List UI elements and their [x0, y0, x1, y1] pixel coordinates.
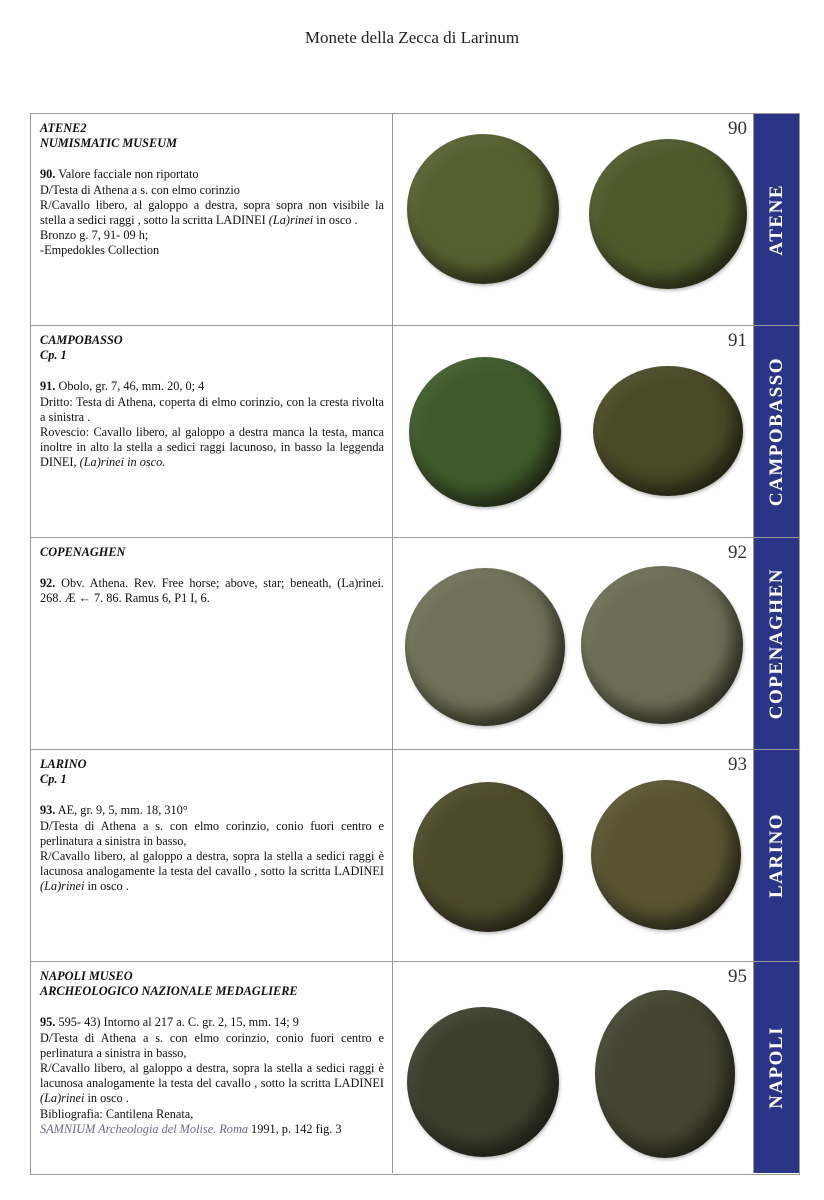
coin-description [40, 803, 384, 894]
coin-reverse-image [595, 990, 735, 1158]
description-line [40, 819, 384, 849]
description-text: R/Cavallo libero, al galoppo a destra, sopra la stella a sedici raggi è lacunosa analogamente la testa del cavallo , sotto la scritta LADINEI [40, 1061, 384, 1091]
coin-reverse-image [591, 780, 741, 930]
coin-reverse-image [589, 139, 747, 289]
catalog-number-label: 92. [40, 576, 56, 591]
coin-images-cell [393, 750, 753, 961]
description-text: Obv. Athena. Rev. Free horse; above, star; beneath, (La)rinei. 268. Æ ← 7. 86. Ramus 6, P1 I, 6. [40, 576, 384, 606]
description-text-suffix: in osco . [84, 1091, 129, 1106]
coin-number: 95 [728, 966, 747, 987]
location-side-band [753, 326, 799, 537]
coin-reverse-image [593, 366, 743, 496]
description-line [40, 1122, 384, 1137]
description-text: D/Testa di Athena a s. con elmo corinzio, conio fuori centro e perlinatura a sinistra in basso, [40, 1030, 384, 1060]
description-line [40, 1107, 384, 1122]
description-text: Bibliografia: Cantilena Renata, [40, 1106, 194, 1121]
collection-sublocation: Cp. 1 [40, 348, 67, 363]
coin-description [40, 167, 384, 258]
description-line [40, 198, 384, 228]
coin-obverse-image [405, 568, 565, 726]
description-line [40, 1031, 384, 1061]
coin-images-cell [393, 538, 753, 749]
entry-description-cell [31, 750, 393, 961]
description-text: Rovescio: Cavallo libero, al galoppo a destra manca la testa, manca inoltre in alto la stella a sedici raggi lacunoso, in basso la leggenda DINEI, [40, 425, 384, 470]
collection-location: ATENE2 [40, 121, 87, 135]
entry-description-cell [31, 114, 393, 325]
catalog-entry [31, 750, 799, 962]
description-text: 595- 43) Intorno al 217 a. C. gr. 2, 15, mm. 14; 9 [55, 1015, 299, 1030]
coin-number: 92 [728, 542, 747, 563]
description-text: D/Testa di Athena a s. con elmo corinzio, conio fuori centro e perlinatura a sinistra in basso, [40, 818, 384, 848]
description-line [40, 425, 384, 471]
description-line [40, 395, 384, 425]
description-line [40, 243, 384, 258]
coin-reverse-image [581, 566, 743, 724]
description-line [40, 1015, 384, 1030]
coin-images-cell [393, 962, 753, 1173]
collection-sublocation: NUMISMATIC MUSEUM [40, 136, 178, 151]
inscription-italic: (La)rinei [40, 879, 85, 894]
location-side-band [753, 962, 799, 1173]
coin-description [40, 576, 384, 606]
entry-description-cell [31, 538, 393, 749]
inscription-italic: (La)rinei [40, 1091, 85, 1106]
description-text: -Empedokles Collection [40, 243, 160, 258]
coin-description [40, 379, 384, 470]
description-text: R/Cavallo libero, al galoppo a destra, sopra sopra non visibile la stella a sedici raggi , sotto la scritta LADINEI [40, 197, 384, 228]
side-band-label: COPENAGHEN [765, 567, 787, 720]
collection-location: COPENAGHEN [40, 545, 126, 559]
description-line [40, 183, 384, 198]
coin-obverse-image [407, 134, 559, 284]
catalog-number-label: 91. [40, 379, 56, 394]
side-band-label: NAPOLI [765, 1026, 787, 1109]
catalog-entry [31, 962, 799, 1173]
inscription-italic: (La)rinei [268, 213, 314, 228]
description-line [40, 228, 384, 243]
coin-number: 93 [728, 754, 747, 775]
description-text: Obolo, gr. 7, 46, mm. 20, 0; 4 [55, 379, 205, 394]
catalog-entry [31, 326, 799, 538]
catalog-entry [31, 538, 799, 750]
catalog-number-label: 90. [40, 167, 56, 182]
description-text: R/Cavallo libero, al galoppo a destra, sopra la stella a sedici raggi è lacunosa analogamente la testa del cavallo , sotto la scritta LADINEI [40, 849, 384, 879]
description-line [40, 576, 384, 606]
location-side-band [753, 114, 799, 325]
coin-number: 90 [728, 118, 747, 139]
side-band-label: LARINO [765, 812, 787, 898]
collection-location: NAPOLI MUSEO [40, 969, 133, 983]
location-side-band [753, 750, 799, 961]
coin-obverse-image [407, 1007, 559, 1157]
description-line [40, 849, 384, 895]
location-side-band [753, 538, 799, 749]
side-band-label: ATENE [765, 183, 787, 256]
collection-sublocation: ARCHEOLOGICO NAZIONALE MEDAGLIERE [40, 984, 298, 999]
collection-sublocation: Cp. 1 [40, 772, 67, 787]
coin-obverse-image [413, 782, 563, 932]
coin-catalog-table [30, 113, 800, 1175]
description-line [40, 167, 384, 182]
description-line [40, 379, 384, 394]
page-title: Monete della Zecca di Larinum [304, 28, 520, 47]
description-text: Bronzo g. 7, 91- 09 h; [40, 228, 149, 243]
catalog-number-label: 95. [40, 1015, 56, 1030]
catalog-entry [31, 114, 799, 326]
side-band-label: CAMPOBASSO [765, 356, 787, 507]
coin-obverse-image [409, 357, 561, 507]
description-text: Valore facciale non riportato [55, 167, 199, 182]
coin-number: 91 [728, 330, 747, 351]
description-text: D/Testa di Athena a s. con elmo corinzio [40, 182, 240, 197]
entry-description-cell [31, 326, 393, 537]
description-text: AE, gr. 9, 5, mm. 18, 310° [55, 803, 188, 818]
description-text-suffix: in osco . [84, 879, 129, 894]
description-text-suffix: 1991, p. 142 fig. 3 [247, 1121, 342, 1136]
description-line [40, 1061, 384, 1107]
coin-images-cell [393, 114, 753, 325]
entry-description-cell [31, 962, 393, 1173]
description-text-suffix: in osco . [313, 213, 358, 228]
coin-images-cell [393, 326, 753, 537]
catalog-number-label: 93. [40, 803, 56, 818]
coin-description [40, 1015, 384, 1137]
inscription-italic: (La)rinei in osco. [79, 455, 166, 470]
bibliography-title: SAMNIUM Archeologia del Molise. Roma [40, 1121, 248, 1136]
description-line [40, 803, 384, 818]
collection-location: CAMPOBASSO [40, 333, 123, 347]
description-text: Dritto: Testa di Athena, coperta di elmo corinzio, con la cresta rivolta a sinistra . [40, 394, 384, 424]
collection-location: LARINO [40, 757, 87, 771]
